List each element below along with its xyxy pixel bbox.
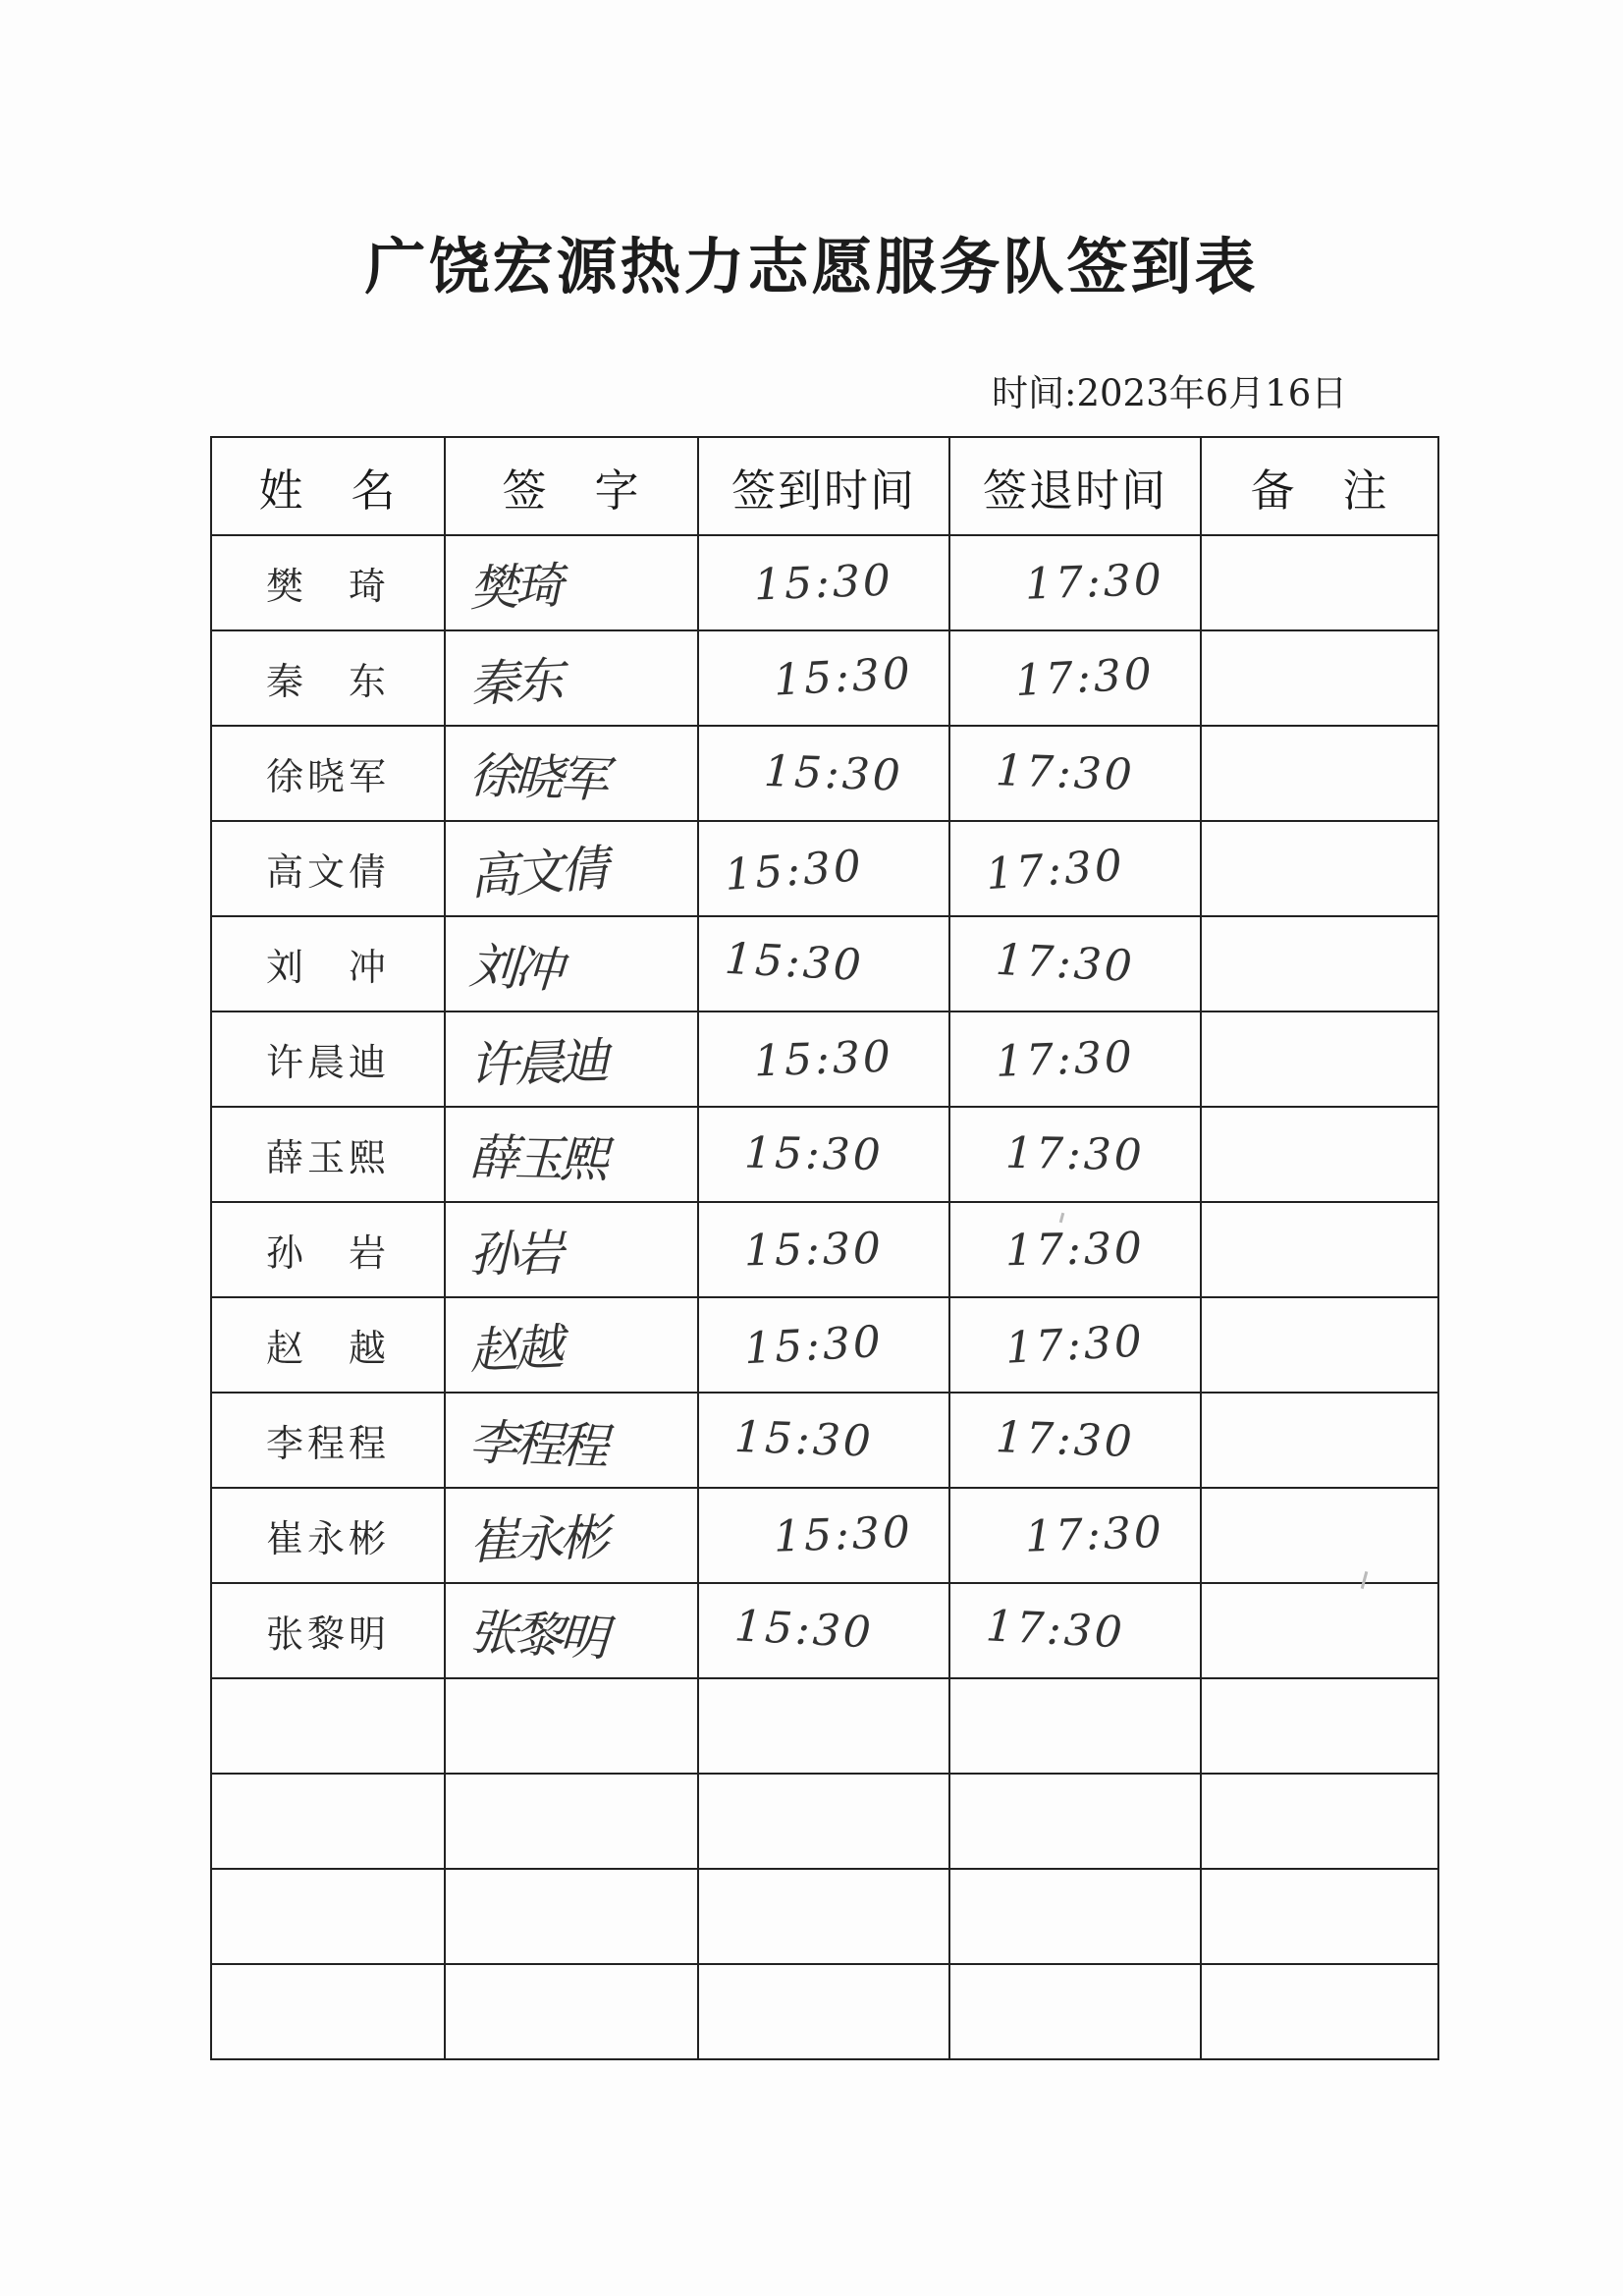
handwritten-signature: 崔永彬 [468,1508,607,1570]
handwritten-time: 17:30 [995,745,1136,801]
signature-cell [445,1583,698,1678]
signature-cell [445,726,698,821]
name-cell-text: 孙 岩 [265,1231,390,1275]
handwritten-time: 15:30 [723,933,866,992]
sign-out-time-cell [949,1011,1201,1107]
sign-out-time-cell [949,1393,1201,1488]
table-row [211,1297,1438,1393]
table-body [211,535,1438,2059]
table-row [211,1107,1438,1202]
handwritten-time: 17:30 [1004,1127,1146,1181]
handwritten-signature: 徐晓军 [467,746,606,808]
note-cell [1201,1488,1438,1583]
sign-out-time-cell [949,726,1201,821]
table-row [211,821,1438,916]
header-sign-out-time: 签退时间 [949,437,1201,535]
table-row [211,916,1438,1011]
handwritten-signature: 许晨迪 [468,1032,607,1094]
handwritten-signature: 赵越 [467,1318,562,1380]
name-cell [211,1869,445,1964]
table-row [211,1964,1438,2059]
name-cell-text: 赵 越 [265,1327,390,1370]
table-row [211,1488,1438,1583]
header-note: 备 注 [1201,437,1438,535]
sign-in-table [210,436,1439,2060]
name-cell [211,726,445,821]
note-cell [1201,1678,1438,1774]
handwritten-time: 15:30 [732,1601,876,1659]
sign-in-time-cell [698,630,949,726]
handwritten-signature: 高文倩 [467,839,608,906]
name-cell-text: 张黎明 [265,1613,390,1656]
name-cell [211,630,445,726]
handwritten-time: 17:30 [995,1412,1136,1468]
sign-out-time-cell [949,1107,1201,1202]
name-cell [211,1202,445,1297]
signature-cell [445,1393,698,1488]
name-cell-text: 李程程 [265,1422,390,1465]
table-row [211,1393,1438,1488]
handwritten-time: 15:30 [753,1031,894,1087]
header-name: 姓 名 [211,437,445,535]
signature-cell [445,1964,698,2059]
handwritten-time: 17:30 [1013,648,1157,707]
name-cell-text: 樊 琦 [265,565,390,608]
handwritten-time: 15:30 [763,745,904,801]
note-cell [1201,630,1438,726]
sign-in-time-cell [698,916,949,1011]
sign-in-time-cell [698,1488,949,1583]
handwritten-time: 17:30 [994,934,1137,993]
note-cell [1201,1011,1438,1107]
note-cell [1201,1774,1438,1869]
handwritten-signature: 刘冲 [467,937,562,999]
handwritten-signature: 秦东 [467,651,562,713]
note-cell [1201,726,1438,821]
sign-out-time-cell [949,1678,1201,1774]
note-cell [1201,1107,1438,1202]
sign-in-time-cell [698,1202,949,1297]
sign-in-time-cell [698,1964,949,2059]
handwritten-time: 17:30 [984,840,1127,901]
sign-out-time-cell [949,1488,1201,1583]
signature-cell [445,535,698,630]
sign-out-time-cell [949,1297,1201,1393]
handwritten-time: 17:30 [1024,554,1165,610]
handwritten-time: 15:30 [753,555,894,611]
signature-cell [445,1488,698,1583]
handwritten-time: 17:30 [984,1601,1127,1659]
handwritten-time: 15:30 [773,1506,914,1562]
name-cell [211,1011,445,1107]
signature-cell [445,1869,698,1964]
note-cell [1201,1964,1438,2059]
signature-cell [445,1202,698,1297]
note-cell [1201,916,1438,1011]
name-cell [211,1678,445,1774]
sign-out-time-cell [949,1869,1201,1964]
sign-in-time-cell [698,1869,949,1964]
handwritten-signature: 李程程 [467,1413,606,1475]
sign-in-time-cell [698,1297,949,1393]
name-cell-text: 徐晓军 [265,755,390,798]
sign-out-time-cell [949,1774,1201,1869]
table-row [211,1774,1438,1869]
handwritten-time: 15:30 [743,1223,885,1277]
name-cell [211,1964,445,2059]
note-cell [1201,821,1438,916]
name-cell [211,1774,445,1869]
handwritten-signature: 樊琦 [468,556,562,618]
name-cell [211,1107,445,1202]
note-cell [1201,1583,1438,1678]
signature-cell [445,630,698,726]
name-cell-text: 薛玉熙 [265,1136,390,1179]
signature-cell [445,1678,698,1774]
sign-in-time-cell [698,1583,949,1678]
name-cell [211,1393,445,1488]
handwritten-time: 15:30 [772,648,915,706]
sign-out-time-cell [949,821,1201,916]
sign-out-time-cell [949,1202,1201,1297]
handwritten-time: 15:30 [723,841,866,901]
page-title: 广饶宏源热力志愿服务队签到表 [364,231,1259,302]
name-cell-text: 高文倩 [265,850,390,894]
name-cell [211,535,445,630]
table-row [211,1869,1438,1964]
table-row [211,726,1438,821]
handwritten-time: 17:30 [1024,1506,1165,1562]
name-cell-text: 许晨迪 [265,1041,390,1084]
name-cell [211,1583,445,1678]
sign-in-time-cell [698,821,949,916]
name-cell [211,916,445,1011]
table-row [211,535,1438,630]
table-row [211,1011,1438,1107]
handwritten-signature: 薛玉熙 [468,1128,606,1188]
handwritten-time: 17:30 [1004,1223,1146,1277]
signature-cell [445,821,698,916]
handwritten-time: 15:30 [742,1316,886,1375]
note-cell [1201,1297,1438,1393]
name-cell-text: 刘 冲 [265,946,390,989]
handwritten-time: 17:30 [995,1031,1136,1087]
header-signature: 签 字 [445,437,698,535]
sign-in-time-cell [698,535,949,630]
sign-in-time-cell [698,1774,949,1869]
signature-cell [445,1107,698,1202]
name-cell-text: 秦 东 [265,660,390,703]
note-cell [1201,1393,1438,1488]
note-cell [1201,1202,1438,1297]
table-row [211,630,1438,726]
table-row [211,1583,1438,1678]
note-cell [1201,1869,1438,1964]
name-cell [211,1297,445,1393]
signature-cell [445,1774,698,1869]
name-cell [211,821,445,916]
signature-cell [445,916,698,1011]
date-line: 时间:2023年6月16日 [992,372,1348,414]
handwritten-signature: 张黎明 [467,1602,607,1667]
sign-in-time-cell [698,1107,949,1202]
sign-out-time-cell [949,916,1201,1011]
sign-out-time-cell [949,1583,1201,1678]
sign-out-time-cell [949,535,1201,630]
sign-out-time-cell [949,1964,1201,2059]
sign-in-time-cell [698,726,949,821]
sign-in-time-cell [698,1011,949,1107]
signature-cell [445,1297,698,1393]
handwritten-time: 15:30 [743,1127,885,1181]
table-row [211,1678,1438,1774]
sign-in-time-cell [698,1678,949,1774]
handwritten-signature: 孙岩 [468,1224,561,1284]
sign-in-time-cell [698,1393,949,1488]
signature-cell [445,1011,698,1107]
table-header-row [211,437,1438,535]
handwritten-time: 17:30 [1003,1316,1147,1374]
handwritten-time: 15:30 [733,1411,875,1467]
name-cell-text: 崔永彬 [265,1517,390,1560]
table-row [211,1202,1438,1297]
note-cell [1201,535,1438,630]
sign-out-time-cell [949,630,1201,726]
name-cell [211,1488,445,1583]
header-sign-in-time: 签到时间 [698,437,949,535]
